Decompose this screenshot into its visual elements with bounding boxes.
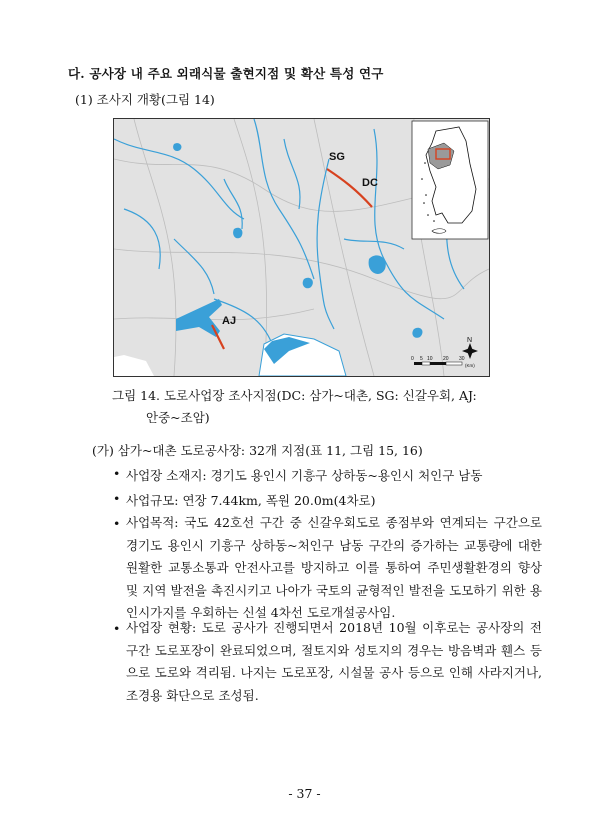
bullet-dot: • bbox=[113, 491, 121, 506]
scale-tick-30: 30 bbox=[459, 356, 465, 362]
bullet-purpose-text: 사업목적: 국도 42호선 구간 중 신갈우회도로 종점부와 연계되는 구간으로 경기도 용인시 기흥구 상하동~처인구 남동 구간의 증가하는 교통량에 대한 원활한 교통소통과 안전사고를 방지하고 이를 통하여 주민생활환경의 향상 및 지역 발전을 촉진시키고 나아가 국토의 균형적인 발전을 도모하기 위한 용인시가지를 우회하는 신설 4차선 도로개설공사임. bbox=[126, 515, 542, 620]
scale-tick-0: 0 bbox=[411, 356, 414, 362]
map-svg bbox=[114, 119, 489, 376]
bullet-status-text: 사업장 현황: 도로 공사가 진행되면서 2018년 10월 이후로는 공사장의 전 구간 도로포장이 완료되었으며, 절토지와 성토지의 경우는 방음벽과 휀스 등으로 도로와 격리됨. 나지는 도로포장, 시설물 공사 등으로 인해 사라지거나, 조경용 화단으로 조성됨. bbox=[126, 620, 542, 703]
scale-unit: (Km) bbox=[465, 363, 475, 368]
scale-tick-20: 20 bbox=[443, 356, 449, 362]
bullet-dot: • bbox=[113, 621, 121, 636]
bullet-dot: • bbox=[113, 516, 121, 531]
label-aj: AJ bbox=[222, 315, 237, 327]
site-heading: (가) 삼가~대촌 도로공사장: 32개 지점(표 11, 그림 15, 16) bbox=[92, 443, 423, 458]
bullet-scale-text: 사업규모: 연장 7.44km, 폭원 20.0m(4차로) bbox=[126, 493, 376, 508]
scale-tick-5: 5 bbox=[420, 356, 423, 362]
bullet-location-text: 사업장 소재지: 경기도 용인시 기흥구 상하동~용인시 처인구 남동 bbox=[126, 468, 483, 483]
study-site-map bbox=[113, 118, 490, 377]
page-number: - 37 - bbox=[288, 786, 321, 801]
label-dc: DC bbox=[362, 177, 378, 189]
scale-tick-10: 10 bbox=[427, 356, 433, 362]
label-sg: SG bbox=[329, 151, 345, 163]
bullet-dot: • bbox=[113, 466, 121, 481]
subsection-heading: (1) 조사지 개황(그림 14) bbox=[75, 92, 215, 107]
figure-caption-line1: 그림 14. 도로사업장 조사지점(DC: 삼가~대촌, SG: 신갈우회, AJ: bbox=[112, 388, 477, 403]
figure-caption-line2: 안중~조암) bbox=[146, 410, 210, 425]
compass-n: N bbox=[467, 337, 473, 344]
section-heading: 다. 공사장 내 주요 외래식물 출현지점 및 확산 특성 연구 bbox=[68, 66, 384, 81]
inset-korea-map bbox=[412, 121, 488, 239]
